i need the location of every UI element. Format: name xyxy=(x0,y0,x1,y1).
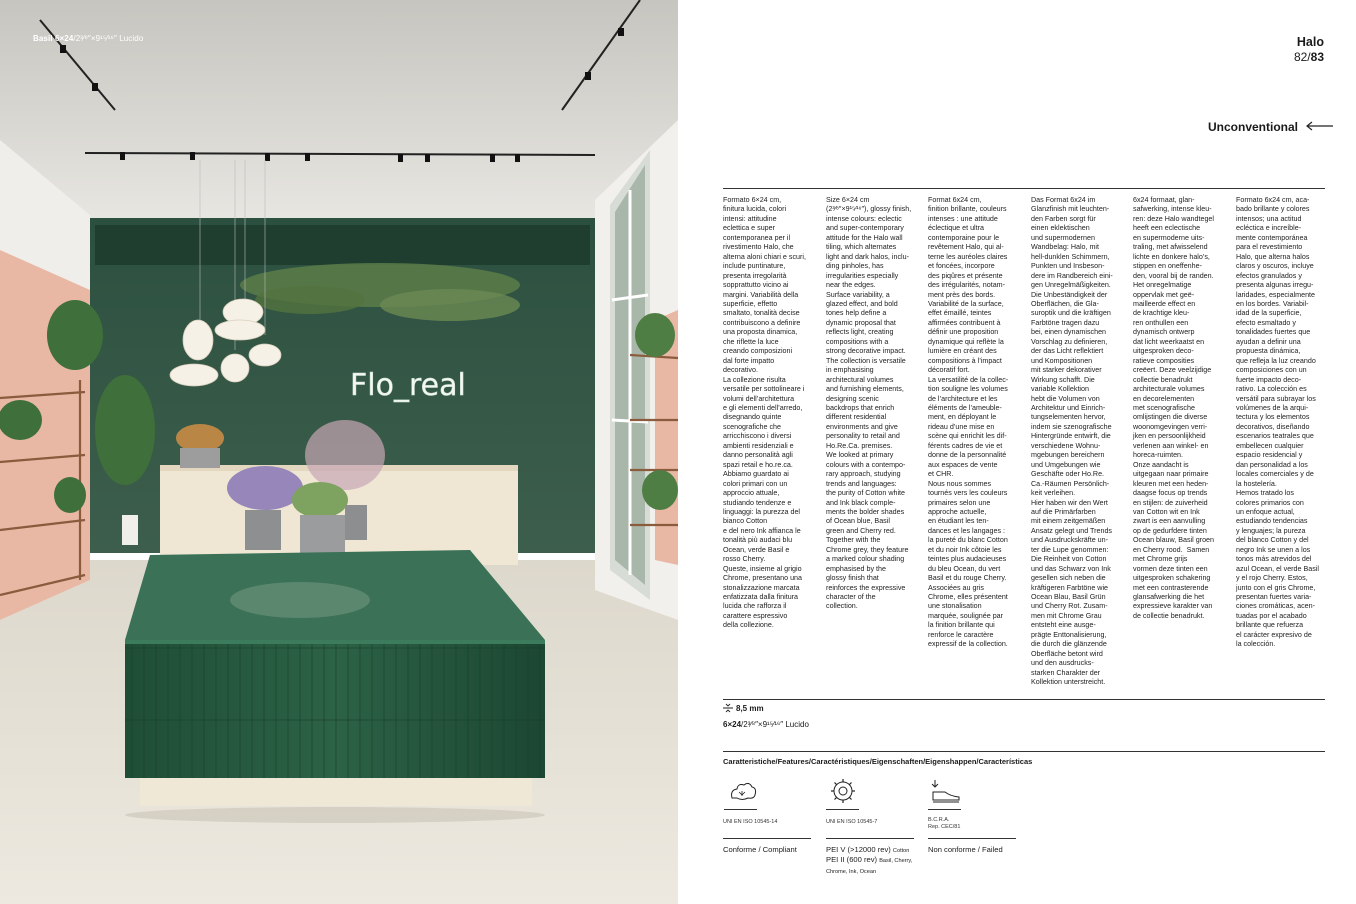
top-rule xyxy=(723,188,1325,189)
column-italian: Formato 6×24 cm, finitura lucida, colori intensi: attitudine eclettica e super contemporanea per il rivestimento Halo, che alterna aloni chiari e scuri, include puntinature, presenta irregolarità sopprattutto vicino ai margini. Variabilità della superficie, effetto smaltato, tonalità decise contribuiscono a definire una proposta dinamica, che riflette la luce creando composizioni dal forte impatto decorativo. La collezione risulta versatile per sottolineare i volumi dell’architettura e gli elementi dell’arredo, disegnando quinte scenografiche che arricchiscono i diversi ambienti residenziali e danno personalità agli spazi retail e ho.re.ca. Abbiamo guardato ai colori primari con un approccio attuale, studiando tendenze e linguaggi: la purezza del bianco Cotton e del nero Ink affianca le tonalità più audaci blu Ocean, verde Basil e rosso Cherry. Queste, insieme al grigio Chrome, presentano una stonalizzazione marcata enfatizzata dalla finitura lucida che rafforza il carattere espressivo della collezione. xyxy=(723,196,806,630)
caption-product: Basil 6×24 xyxy=(33,34,74,43)
feature-2-separator xyxy=(826,838,914,839)
feature-2-underline xyxy=(826,809,859,810)
feature-3-underline xyxy=(928,809,961,810)
page-current: 82/ xyxy=(1293,50,1311,64)
section-title: Unconventional xyxy=(1207,120,1298,134)
arrow-left-icon[interactable] xyxy=(1306,121,1334,131)
feature-1-underline xyxy=(724,809,757,810)
feature-1-standard: UNI EN ISO 10545-14 xyxy=(723,819,778,825)
column-german: Das Format 6x24 im Glanzfinish mit leuchten- den Farben sorgt für einen eklektischen und supermodernen Wandbelag: Halo, mit hell-dunklen Schimmern, Punkten und Insbeson- dere im Randbereich eini- gen Unregelmäßigkeiten. Die Unbeständigkeit der Oberflächen, die Gla- suroptik und die kräftigen Farbtöne tragen dazu bei, einen dynamischen Vorschlag zu definieren, der das Licht reflektiert und Kompositionen mit starker dekorativer Wirkung schafft. Die variable Kollektion hebt die Volumen von Architektur und Einrich- tungselementen hervor, indem sie szenografische Hintergründe entwirft, die verschiedene Wohnu- mgebungen bereichern und Umgebungen wie Geschäfte oder Ho.Re. Ca.-Räumen Persönlich- keit verleihen. Hier haben wir den Wert auf die Primärfarben mit einem zeitgemäßen Ansatz gelegt und Trends und Ausdruckskräfte un- ter die Lupe genommen: Die Reinheit von Cotton und das Schwarz von Ink gesellen sich neben die kräftigeren Farbtöne wie Ocean Blau, Basil Grün und Cherry Rot. Zusam- men mit Chrome Grau entsteht eine ausge- prägte Enttonalisierung, die durch die glänzende Oberfläche betont wird und den ausdrucks- starken Charakter der Kollektion unterstreicht. xyxy=(1031,196,1113,687)
features-rule xyxy=(723,751,1325,752)
frost-resistance-icon xyxy=(728,778,758,804)
description-columns xyxy=(723,196,1325,696)
feature-1-separator xyxy=(723,838,811,839)
feature-2-result-2 xyxy=(826,855,912,877)
thickness-icon xyxy=(723,703,733,713)
specs-rule xyxy=(723,699,1325,700)
page-numbers xyxy=(1294,50,1324,64)
page-total: 83 xyxy=(1310,50,1324,64)
neon-sign: Flo_real xyxy=(350,368,466,403)
column-dutch: 6x24 formaat, glan- safwerking, intense kleu- ren: deze Halo wandtegel heeft een eclectische en supermoderne uits- traling, met afwisselend lichte en donkere halo’s, stippen en oneffenhe- den, vooral bij de randen. Het onregelmatige oppervlak met geë- mailleerde effect en de krachtige kleu- ren onthullen een dynamisch ontwerp dat licht weerkaatst en uitgesproken deco- ratieve composities creëert. Deze veelzijdige collectie benadrukt architecturale volumes en decorelementen met scenografische omlijstingen die diverse woonomgevingen verri- jken en persoonlijkheid verlenen aan winkel- en horeca-ruimten. Onze aandacht is uitgegaan naar primaire kleuren met een heden- daagse focus op trends en stijlen: de zuiverheid van Cotton wit en Ink zwart is een aanvulling op de gedurfdere tinten Ocean blauw, Basil groen en Cherry rood. Samen met Chrome grijs vormen deze tinten een uitgesproken schakering met een contrasterende glansafwerking die het expressieve karakter van de collectie benadrukt. xyxy=(1133,196,1214,620)
text-page xyxy=(678,0,1356,904)
bcra-rep: Rep. CEC/81 xyxy=(928,824,961,830)
feature-3-standard xyxy=(928,817,960,831)
slip-resistance-icon xyxy=(930,778,962,804)
abrasion-resistance-icon xyxy=(830,778,856,804)
bcra: B.C.R.A. xyxy=(928,817,950,823)
pei-ii-note: Basil, Cherry, xyxy=(879,858,913,864)
photo-caption xyxy=(33,34,143,43)
caption-format: /2³⁄⁸″×9¹⁵⁄¹⁶″ Lucido xyxy=(73,34,144,43)
format-detail: /2³⁄⁸″×9¹⁵⁄¹⁶″ Lucido xyxy=(741,720,809,729)
column-french: Format 6x24 cm, finition brillante, couleurs intenses : une attitude éclectique et ultra contemporaine pour le revêtement Halo, qui al- terne les auréoles claires et foncées, incorpore des piqûres et présente des irrégularités, notam- ment près des bords. Variabilité de la surface, effet émaillé, teintes affirmées contribuent à définir une proposition dynamique qui reflète la lumière en créant des compositions à l’impact décoratif fort. La versatilité de la collec- tion souligne les volumes de l’architecture et les éléments de l’ameuble- ment, en déployant le rideau d’une mise en scène qui enrichit les dif- férents cadres de vie et donne de la personnalité aux espaces de vente et CHR. Nous nous sommes tournés vers les couleurs primaires selon une approche actuelle, en étudiant les ten- dances et les langages : la pureté du blanc Cotton et du noir Ink côtoie les teintes plus audacieuses du bleu Ocean, du vert Basil et du rouge Cherry. Associées au gris Chrome, elles présentent une stonalisation marquée, soulignée par la finition brillante qui renforce le caractère expressif de la collection. xyxy=(928,196,1009,649)
feature-3-separator xyxy=(928,838,1016,839)
pei-ii: PEI II (600 rev) xyxy=(826,855,878,864)
format-size: 6×24 xyxy=(723,720,742,729)
pei-ii-note-2: Chrome, Ink, Ocean xyxy=(826,869,877,875)
column-spanish: Formato 6x24 cm, aca- bado brillante y colores intensos; una actitud ecléctica e increíble- mente contemporánea para el revestimiento Halo, que alterna halos claros y oscuros, incluye efectos granulados y presenta algunas irregu- laridades, especialmente en los bordes. Variabil- idad de la superficie, efecto esmaltado y tonalidades fuertes que ayudan a definir una propuesta dinámica, que refleja la luz creando composiciones con un fuerte impacto deco- rativo. La colección es versátil para subrayar los volúmenes de la arqui- tectura y los elementos decorativos, diseñando escenarios teatrales que embellecen cualquier espacio residencial y dan personalidad a los locales comerciales y de la hostelería. Hemos tratado los colores primarios con un enfoque actual, estudiando tendencias y lenguajes; la pureza del blanco Cotton y del negro Ink se unen a los tonos más atrevidos del azul Ocean, el verde Basil y el rojo Cherry. Estos, junto con el gris Chrome, presentan fuertes varia- ciones cromáticas, acen- tuadas por el acabado brillante que refuerza el carácter expresivo de la colección. xyxy=(1236,196,1319,649)
thickness-value: 8,5 mm xyxy=(736,704,764,713)
feature-1-result: Conforme / Compliant xyxy=(723,845,797,854)
pei-v-note: Cotton xyxy=(892,848,910,854)
feature-3-result: Non conforme / Failed xyxy=(928,845,1003,854)
feature-2-standard: UNI EN ISO 10545-7 xyxy=(826,819,878,825)
column-english: Size 6×24 cm (2³⁄⁸″×9¹⁵⁄¹⁶″), glossy finish, intense colours: eclectic and super-contemporary attitude for the Halo wall tiling, which alternates light and dark halos, inclu- ding pinholes, has irregularities especially near the edges. Surface variability, a glazed effect, and bold tones help define a dynamic proposal that reflects light, creating compositions with a strong decorative impact. The collection is versatile in emphasising architectural volumes and furnishing elements, designing scenic backdrops that enrich different residential environments and give personality to retail and Ho.Re.Ca. premises. We looked at primary colours with a contempo- rary approach, studying trends and languages: the purity of Cotton white and Ink black comple- ments the bolder shades of Ocean blue, Basil green and Cherry red. Together with the Chrome grey, they feature a marked colour shading emphasised by the glossy finish that reinforces the expressive character of the collection. xyxy=(826,196,912,611)
pei-v: PEI V (>12000 rev) xyxy=(826,845,891,854)
features-title: Caratteristiche/Features/Caractéristiques/Eigenschaften/Eigenshappen/Características xyxy=(723,757,1033,766)
collection-title: Halo xyxy=(1296,35,1324,49)
format-spec xyxy=(723,720,809,729)
